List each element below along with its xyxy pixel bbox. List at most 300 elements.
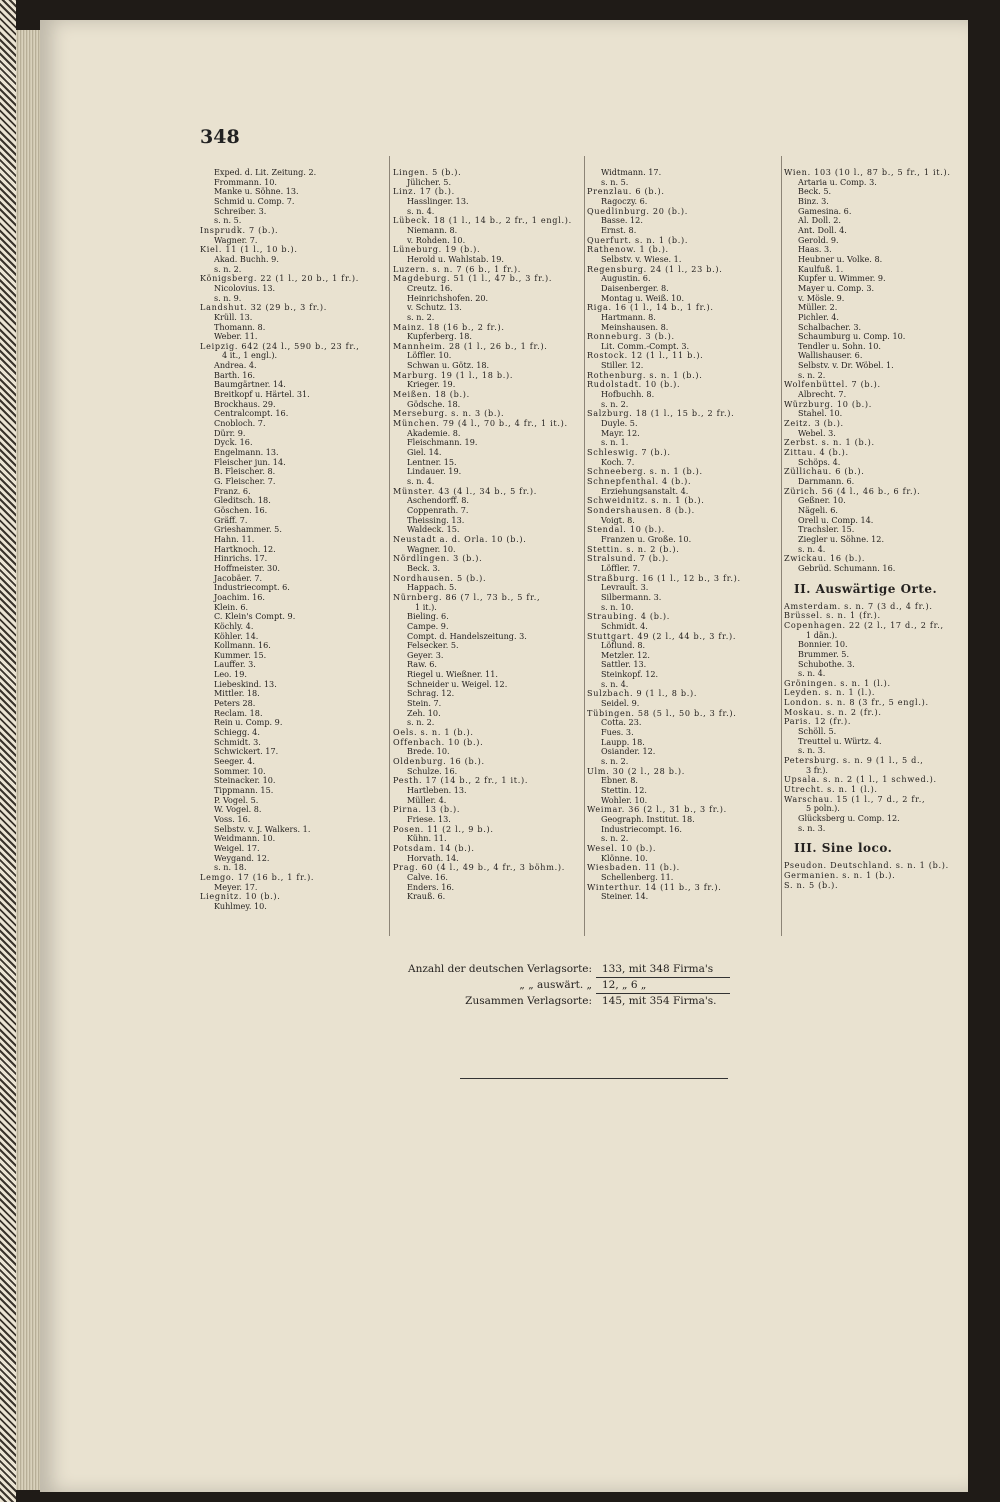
publisher-entry: Manke u. Söhne. 13. (214, 187, 299, 197)
publisher-entry: Weygand. 12. (214, 853, 270, 863)
publisher-entry: Heubner u. Volke. 8. (798, 254, 883, 264)
publisher-entry: Al. Doll. 2. (798, 216, 841, 226)
publisher-entry: Selbstv. v. Wiese. 1. (601, 254, 682, 264)
publisher-entry: Hoffmeister. 30. (214, 563, 280, 573)
place-entry: München. 79 (4 l., 70 b., 4 fr., 1 it.). (393, 419, 568, 429)
place-entry: Amsterdam. s. n. 7 (3 d., 4 fr.). (784, 601, 933, 611)
publisher-entry: Hahn. 11. (214, 534, 255, 544)
publisher-entry: Orell u. Comp. 14. (798, 515, 874, 525)
publisher-entry: Schrag. 12. (407, 689, 455, 699)
publisher-entry: Glücksberg u. Comp. 12. (798, 814, 900, 823)
place-entry: Schnepfenthal. 4 (b.). (587, 477, 692, 486)
place-entry: Nürnberg. 86 (7 l., 73 b., 5 fr., (393, 592, 541, 602)
publisher-entry: Centralcompt. 16. (214, 409, 289, 419)
entry-continuation: 3 fr.). (806, 765, 829, 775)
place-entry: Schleswig. 7 (b.). (587, 448, 671, 458)
publisher-entry: v. Schutz. 13. (407, 303, 462, 313)
place-entry: Lingen. 5 (b.). (393, 168, 462, 177)
publisher-entry: Krauß. 6. (407, 892, 446, 902)
publisher-entry: Meinshausen. 8. (601, 322, 669, 332)
place-entry: Wien. 103 (10 l., 87 b., 5 fr., 1 it.). (784, 168, 951, 177)
publisher-entry: Herold u. Wahlstab. 19. (407, 254, 504, 264)
publisher-entry: Trachsler. 15. (798, 525, 855, 535)
publisher-entry: Krüll. 13. (214, 312, 253, 322)
place-entry: Linz. 17 (b.). (393, 187, 455, 197)
publisher-entry: Lit. Comm.-Compt. 3. (601, 341, 690, 351)
publisher-entry: Engelmann. 13. (214, 448, 279, 458)
publisher-entry: Duyle. 5. (601, 419, 638, 429)
place-entry: Weimar. 36 (2 l., 31 b., 3 fr.). (587, 805, 727, 815)
publisher-entry: Gebrüd. Schumann. 16. (798, 563, 896, 573)
place-entry: Sulzbach. 9 (1 l., 8 b.). (587, 689, 698, 699)
place-entry: Posen. 11 (2 l., 9 b.). (393, 824, 494, 834)
place-entry: Prenzlau. 6 (b.). (587, 187, 665, 197)
publisher-entry: Akademie. 8. (407, 428, 461, 438)
publisher-entry: Aschendorff. 8. (407, 496, 469, 506)
place-entry: Rudolstadt. 10 (b.). (587, 380, 681, 390)
column-divider (389, 156, 390, 936)
summary-label: Anzahl der deutschen Verlagsorte: (408, 963, 593, 975)
publisher-entry: Tendler u. Sohn. 10. (798, 341, 881, 351)
place-entry: Pesth. 17 (14 b., 2 fr., 1 it.). (393, 776, 529, 786)
publisher-entry: Fues. 3. (601, 728, 634, 738)
publisher-entry: s. n. 5. (214, 216, 242, 226)
place-entry: Petersburg. s. n. 9 (1 l., 5 d., (784, 756, 924, 766)
place-entry: Marburg. 19 (1 l., 18 b.). (393, 370, 514, 380)
publisher-entry: Geograph. Institut. 18. (601, 814, 695, 824)
entry-continuation: 5 poln.). (806, 804, 840, 814)
publisher-entry: Augustin. 6. (601, 274, 651, 284)
text-column-2 (393, 168, 581, 902)
publisher-entry: Schmid u. Comp. 7. (214, 196, 295, 206)
place-entry: Königsberg. 22 (1 l., 20 b., 1 fr.). (200, 274, 360, 284)
publisher-entry: Schulze. 16. (407, 766, 458, 776)
publisher-entry: Löffler. 7. (601, 563, 641, 573)
publisher-entry: Erziehungsanstalt. 4. (601, 486, 689, 496)
place-entry: Upsala. s. n. 2 (1 l., 1 schwed.). (784, 775, 937, 785)
closing-rule (460, 1078, 728, 1079)
place-entry: Potsdam. 14 (b.). (393, 843, 475, 853)
publisher-entry: Industriecompt. 6. (214, 583, 290, 593)
publisher-entry: Löffler. 10. (407, 351, 452, 361)
publisher-entry: s. n. 4. (601, 679, 629, 689)
place-entry: Wiesbaden. 11 (b.). (587, 863, 680, 873)
publisher-entry: Müller. 4. (407, 795, 447, 805)
publisher-entry: Schmidt. 3. (214, 737, 261, 747)
summary-value: 145, mit 354 Firma's. (602, 995, 717, 1007)
place-entry: Salzburg. 18 (1 l., 15 b., 2 fr.). (587, 409, 735, 419)
place-entry: Pirna. 13 (b.). (393, 805, 461, 815)
publisher-entry: Klönne. 10. (601, 853, 648, 863)
summary-row (408, 994, 730, 1009)
publisher-entry: s. n. 2. (407, 718, 435, 728)
place-entry: Stendal. 10 (b.). (587, 525, 665, 535)
place-entry: Schweidnitz. s. n. 1 (b.). (587, 496, 705, 506)
publisher-entry: Metzler. 12. (601, 650, 650, 660)
place-entry: Zittau. 4 (b.). (784, 448, 849, 458)
place-entry: Zerbst. s. n. 1 (b.). (784, 438, 875, 448)
publisher-entry: Schubothe. 3. (798, 659, 855, 669)
publisher-entry: Hofbuchh. 8. (601, 390, 655, 400)
publisher-entry: Leo. 19. (214, 670, 247, 680)
publisher-entry: Gräff. 7. (214, 515, 248, 525)
publisher-entry: Beck. 3. (407, 563, 441, 573)
publisher-entry: Gamesina. 6. (798, 206, 852, 216)
place-entry: Liegnitz. 10 (b.). (200, 892, 281, 902)
place-entry: Leipzig. 642 (24 l., 590 b., 23 fr., (200, 341, 360, 351)
place-entry: Paris. 12 (fr.). (784, 717, 852, 727)
publisher-entry: Breitkopf u. Härtel. 31. (214, 390, 310, 400)
publisher-entry: Stein. 7. (407, 699, 442, 709)
place-entry: Sondershausen. 8 (b.). (587, 505, 695, 515)
publisher-entry: Reclam. 18. (214, 708, 263, 718)
place-entry: Gröningen. s. n. 1 (l.). (784, 678, 891, 688)
place-entry: Wesel. 10 (b.). (587, 843, 657, 853)
publisher-entry: s. n. 18. (214, 863, 247, 873)
publisher-entry: Waldeck. 15. (407, 525, 460, 535)
place-entry: Schneeberg. s. n. 1 (b.). (587, 467, 703, 477)
publisher-entry: Ant. Doll. 4. (798, 225, 847, 235)
publisher-entry: Dürr. 9. (214, 428, 246, 438)
publisher-entry: Bieling. 6. (407, 612, 449, 622)
publisher-entry: v. Rohden. 10. (407, 235, 466, 245)
place-entry: Luzern. s. n. 7 (6 b., 1 fr.). (393, 264, 522, 274)
publisher-entry: Schmidt. 4. (601, 621, 648, 631)
publisher-entry: Wagner. 10. (407, 544, 456, 554)
page-stack-edge (16, 30, 42, 1490)
publisher-entry: Treuttel u. Würtz. 4. (798, 736, 882, 746)
publisher-entry: Andrea. 4. (214, 361, 257, 371)
publisher-entry: Schalbacher. 3. (798, 322, 862, 332)
place-entry: Mannheim. 28 (1 l., 26 b., 1 fr.). (393, 341, 548, 351)
publisher-entry: Weigel. 17. (214, 843, 260, 853)
publisher-entry: Rein u. Comp. 9. (214, 718, 283, 728)
publisher-entry: Brede. 10. (407, 747, 450, 757)
column-divider (781, 156, 782, 936)
publisher-entry: G. Fleischer. 7. (214, 477, 276, 486)
section-heading: II. Auswärtige Orte. (794, 581, 938, 596)
publisher-entry: Köchly. 4. (214, 621, 254, 631)
publisher-entry: Industriecompt. 16. (601, 824, 682, 834)
place-entry: Zwickau. 16 (b.). (784, 554, 866, 564)
publisher-entry: Kaulfuß. 1. (798, 264, 844, 274)
publisher-entry: Beck. 5. (798, 187, 832, 197)
place-entry: Kiel. 11 (1 l., 10 b.). (200, 245, 298, 255)
publisher-entry: Barth. 16. (214, 370, 256, 380)
publisher-entry: Meyer. 17. (214, 882, 258, 892)
publisher-entry: Wagner. 7. (214, 235, 258, 245)
publisher-entry: Köhler. 14. (214, 631, 259, 641)
place-entry: Riga. 16 (1 l., 14 b., 1 fr.). (587, 303, 714, 313)
publisher-entry: Voigt. 8. (601, 515, 635, 525)
publisher-entry: Stettin. 12. (601, 786, 647, 795)
publisher-entry: Zeh. 10. (407, 708, 441, 718)
place-entry: Ulm. 30 (2 l., 28 b.). (587, 766, 686, 776)
publisher-entry: Niemann. 8. (407, 225, 458, 235)
publisher-entry: Albrecht. 7. (798, 390, 847, 400)
publisher-entry: Fleischmann. 19. (407, 438, 478, 448)
publisher-entry: Hartmann. 8. (601, 312, 656, 322)
place-entry: Tübingen. 58 (5 l., 50 b., 3 fr.). (587, 708, 737, 718)
publisher-entry: Haas. 3. (798, 245, 832, 255)
publisher-entry: Widtmann. 17. (601, 168, 662, 177)
publisher-entry: Nicolovius. 13. (214, 283, 276, 293)
place-entry: Pseudon. Deutschland. s. n. 1 (b.). (784, 861, 949, 871)
publisher-entry: Mayr. 12. (601, 428, 640, 438)
publisher-entry: Geyer. 3. (407, 650, 444, 660)
publisher-entry: Thomann. 8. (214, 322, 266, 332)
place-entry: Münster. 43 (4 l., 34 b., 5 fr.). (393, 486, 537, 496)
publisher-entry: Pichler. 4. (798, 312, 840, 322)
publisher-entry: Binz. 3. (798, 196, 829, 206)
publisher-entry: Stahel. 10. (798, 409, 843, 419)
place-entry: Regensburg. 24 (1 l., 23 b.). (587, 264, 723, 274)
publisher-entry: Weidmann. 10. (214, 834, 276, 844)
place-entry: Utrecht. s. n. 1 (l.). (784, 785, 878, 795)
publisher-entry: Weber. 11. (214, 332, 258, 342)
publisher-entry: Hartknoch. 12. (214, 544, 276, 554)
publisher-entry: Schöps. 4. (798, 457, 841, 467)
column-divider (584, 156, 585, 936)
text-column-3 (587, 168, 779, 902)
text-column-4 (784, 168, 974, 890)
place-entry: Rathenow. 1 (b.). (587, 245, 669, 255)
publisher-entry: Franzen u. Große. 10. (601, 534, 692, 544)
publisher-entry: Akad. Buchh. 9. (214, 254, 279, 264)
summary-value: 12, „ 6 „ (596, 978, 730, 994)
publisher-entry: Friese. 13. (407, 814, 451, 824)
publisher-entry: Wohler. 10. (601, 795, 648, 805)
publisher-entry: Kupferberg. 18. (407, 332, 472, 342)
publisher-entry: Brummer. 5. (798, 649, 850, 659)
publisher-entry: Ziegler u. Söhne. 12. (798, 534, 885, 544)
publisher-entry: Stiller. 12. (601, 361, 644, 371)
text-column-1 (200, 168, 388, 912)
publisher-entry: Lentner. 15. (407, 457, 457, 467)
place-entry: Wolfenbüttel. 7 (b.). (784, 380, 881, 390)
place-entry: Moskau. s. n. 2 (fr.). (784, 707, 882, 717)
place-entry: Stettin. s. n. 2 (b.). (587, 544, 680, 554)
publisher-entry: Cotta. 23. (601, 718, 642, 728)
publisher-entry: Liebeskind. 13. (214, 679, 277, 689)
place-entry: Würzburg. 10 (b.). (784, 399, 873, 409)
publisher-entry: Krieger. 19. (407, 380, 456, 390)
place-entry: Winterthur. 14 (11 b., 3 fr.). (587, 882, 722, 892)
place-entry: Warschau. 15 (1 l., 7 d., 2 fr., (784, 794, 926, 804)
place-entry: Magdeburg. 51 (1 l., 47 b., 3 fr.). (393, 274, 553, 284)
publisher-entry: Schiegg. 4. (214, 728, 260, 738)
place-entry: Lüneburg. 19 (b.). (393, 245, 481, 255)
publisher-entry: Nägeli. 6. (798, 505, 838, 515)
publisher-entry: s. n. 2. (214, 264, 242, 274)
publisher-entry: Montag u. Weiß. 10. (601, 293, 685, 303)
summary-value: 133, mit 348 Firma's (596, 962, 730, 978)
place-entry: Meißen. 18 (b.). (393, 390, 470, 400)
publisher-entry: Sommer. 10. (214, 766, 266, 776)
publisher-entry: Steinacker. 10. (214, 776, 276, 786)
publisher-entry: Dyck. 16. (214, 438, 253, 448)
publisher-entry: s. n. 4. (407, 206, 435, 216)
place-entry: Nördlingen. 3 (b.). (393, 554, 483, 564)
entry-continuation: 1 it.). (415, 602, 437, 612)
publisher-entry: Steinkopf. 12. (601, 670, 659, 680)
place-entry: Ronneburg. 3 (b.). (587, 332, 675, 342)
publisher-entry: Artaria u. Comp. 3. (798, 177, 877, 187)
place-entry: Germanien. s. n. 1 (b.). (784, 870, 896, 880)
place-entry: Copenhagen. 22 (2 l., 17 d., 2 fr., (784, 620, 944, 630)
publisher-entry: Göschen. 16. (214, 505, 268, 515)
publisher-entry: Laupp. 18. (601, 737, 645, 747)
place-entry: Oels. s. n. 1 (b.). (393, 728, 474, 738)
place-entry: Mainz. 18 (16 b., 2 fr.). (393, 322, 505, 332)
publisher-entry: Lauffer. 3. (214, 660, 256, 670)
publisher-entry: Brockhaus. 29. (214, 399, 276, 409)
place-entry: Stralsund. 7 (b.). (587, 554, 669, 564)
place-entry: Insprudk. 7 (b.). (200, 225, 279, 235)
publisher-entry: Fleischer jun. 14. (214, 457, 286, 467)
publisher-entry: Happach. 5. (407, 583, 457, 593)
publisher-entry: Ebner. 8. (601, 776, 638, 786)
publisher-entry: Kummer. 15. (214, 650, 267, 660)
place-entry: Lübeck. 18 (1 l., 14 b., 2 fr., 1 engl.). (393, 216, 572, 226)
publisher-entry: Tippmann. 15. (214, 786, 274, 795)
publisher-entry: Hinrichs. 17. (214, 554, 268, 564)
publisher-entry: Horvath. 14. (407, 853, 459, 863)
publisher-entry: Kuhlmey. 10. (214, 901, 267, 911)
place-entry: Rothenburg. s. n. 1 (b.). (587, 370, 703, 380)
publisher-entry: s. n. 2. (407, 312, 435, 322)
publisher-entry: Compt. d. Handelszeitung. 3. (407, 631, 527, 641)
publisher-entry: P. Vogel. 5. (214, 795, 259, 805)
place-entry: Rostock. 12 (1 l., 11 b.). (587, 351, 704, 361)
publisher-entry: Creutz. 16. (407, 283, 453, 293)
place-entry: S. n. 5 (b.). (784, 880, 839, 890)
entry-continuation: 4 it., 1 engl.). (222, 351, 278, 361)
place-entry: Landshut. 32 (29 b., 3 fr.). (200, 303, 327, 313)
publisher-entry: Kollmann. 16. (214, 641, 271, 651)
publisher-entry: Schreiber. 3. (214, 206, 267, 216)
publisher-entry: Osiander. 12. (601, 747, 656, 757)
publisher-entry: Jülicher. 5. (407, 177, 452, 187)
publisher-entry: Mayer u. Comp. 3. (798, 283, 875, 293)
publisher-entry: Franz. 6. (214, 486, 251, 496)
publisher-entry: Hartleben. 13. (407, 786, 467, 795)
publisher-entry: Campe. 9. (407, 621, 449, 631)
publisher-entry: Heinrichshofen. 20. (407, 293, 489, 303)
publisher-entry: s. n. 9. (214, 293, 242, 303)
publisher-entry: Selbstv. v. Dr. Wöbel. 1. (798, 361, 894, 371)
place-entry: Straubing. 4 (b.). (587, 612, 670, 622)
publisher-entry: Felsecker. 5. (407, 641, 459, 651)
publisher-entry: Theissing. 13. (407, 515, 465, 525)
place-entry: Züllichau. 6 (b.). (784, 467, 865, 477)
publisher-entry: Frommann. 10. (214, 177, 277, 187)
place-entry: Quedlinburg. 20 (b.). (587, 206, 689, 216)
publisher-entry: Löflund. 8. (601, 641, 646, 651)
publisher-entry: Schellenberg. 11. (601, 872, 674, 882)
publisher-entry: Schöll. 5. (798, 727, 837, 737)
publisher-entry: Gerold. 9. (798, 235, 839, 245)
book-edge-pattern (0, 0, 16, 1502)
publisher-entry: s. n. 2. (798, 370, 826, 380)
publisher-entry: C. Klein's Compt. 9. (214, 612, 296, 622)
publisher-entry: Basse. 12. (601, 216, 643, 226)
publisher-entry: Grieshammer. 5. (214, 525, 282, 535)
publisher-entry: Cnobloch. 7. (214, 419, 266, 429)
place-entry: Offenbach. 10 (b.). (393, 737, 484, 747)
publisher-entry: s. n. 2. (601, 757, 629, 767)
page-number: 348 (200, 126, 240, 148)
publisher-entry: Schwickert. 17. (214, 747, 279, 757)
publisher-entry: s. n. 4. (407, 477, 435, 486)
place-entry: Nordhausen. 5 (b.). (393, 573, 487, 583)
place-entry: Leyden. s. n. 1 (l.). (784, 688, 876, 698)
place-entry: Lemgo. 17 (16 b., 1 fr.). (200, 872, 315, 882)
summary-label: Zusammen Verlagsorte: (465, 995, 592, 1007)
publisher-entry: s. n. 4. (798, 544, 826, 554)
publisher-entry: Webel. 3. (798, 428, 836, 438)
publisher-entry: s. n. 10. (601, 602, 634, 612)
publisher-entry: s. n. 5. (601, 177, 629, 187)
publisher-entry: Levrault. 3. (601, 583, 649, 593)
publisher-entry: Selbstv. v. J. Walkers. 1. (214, 824, 311, 834)
publisher-entry: Ragoczy. 6. (601, 196, 648, 206)
publisher-entry: Gleditsch. 18. (214, 496, 271, 506)
publisher-entry: Wallishauser. 6. (798, 351, 863, 361)
publisher-entry: W. Vogel. 8. (214, 805, 262, 815)
publisher-entry: Peters 28. (214, 699, 256, 709)
publisher-entry: s. n. 4. (798, 669, 826, 679)
publisher-entry: Ernst. 8. (601, 225, 637, 235)
publisher-entry: Coppenrath. 7. (407, 505, 469, 515)
publisher-entry: Steiner. 14. (601, 892, 649, 902)
place-entry: Querfurt. s. n. 1 (b.). (587, 235, 689, 245)
publisher-entry: Bonnier. 10. (798, 640, 848, 650)
publisher-entry: Riegel u. Wießner. 11. (407, 670, 498, 680)
publisher-entry: Sattler. 13. (601, 660, 647, 670)
summary-row (408, 962, 730, 978)
publisher-entry: Silbermann. 3. (601, 592, 662, 602)
publisher-entry: Seidel. 9. (601, 699, 640, 709)
publisher-entry: Exped. d. Lit. Zeitung. 2. (214, 168, 317, 177)
publisher-entry: Darnmann. 6. (798, 477, 855, 486)
place-entry: Stuttgart. 49 (2 l., 44 b., 3 fr.). (587, 631, 737, 641)
publisher-entry: Daisenberger. 8. (601, 283, 669, 293)
publisher-summary (408, 962, 730, 1009)
publisher-entry: Mittler. 18. (214, 689, 260, 699)
publisher-entry: Lindauer. 19. (407, 467, 462, 477)
place-entry: London. s. n. 8 (3 fr., 5 engl.). (784, 698, 929, 708)
place-entry: Brüssel. s. n. 1 (fr.). (784, 611, 881, 621)
publisher-entry: Kupfer u. Wimmer. 9. (798, 274, 886, 284)
publisher-entry: B. Fleischer. 8. (214, 467, 276, 477)
publisher-entry: Voss. 16. (214, 814, 251, 824)
publisher-entry: Koch. 7. (601, 457, 635, 467)
publisher-entry: s. n. 3. (798, 746, 826, 756)
section-heading: III. Sine loco. (794, 841, 893, 856)
place-entry: Zürich. 56 (4 l., 46 b., 6 fr.). (784, 486, 921, 496)
publisher-entry: Gödsche. 18. (407, 399, 461, 409)
publisher-entry: Raw. 6. (407, 660, 437, 670)
publisher-entry: Seeger. 4. (214, 757, 255, 767)
publisher-entry: s. n. 1. (601, 438, 629, 448)
publisher-entry: Müller. 2. (798, 303, 838, 313)
summary-row (408, 978, 730, 994)
publisher-entry: Enders. 16. (407, 882, 455, 892)
publisher-entry: s. n. 3. (798, 823, 826, 833)
publisher-entry: s. n. 2. (601, 399, 629, 409)
place-entry: Straßburg. 16 (1 l., 12 b., 3 fr.). (587, 573, 741, 583)
